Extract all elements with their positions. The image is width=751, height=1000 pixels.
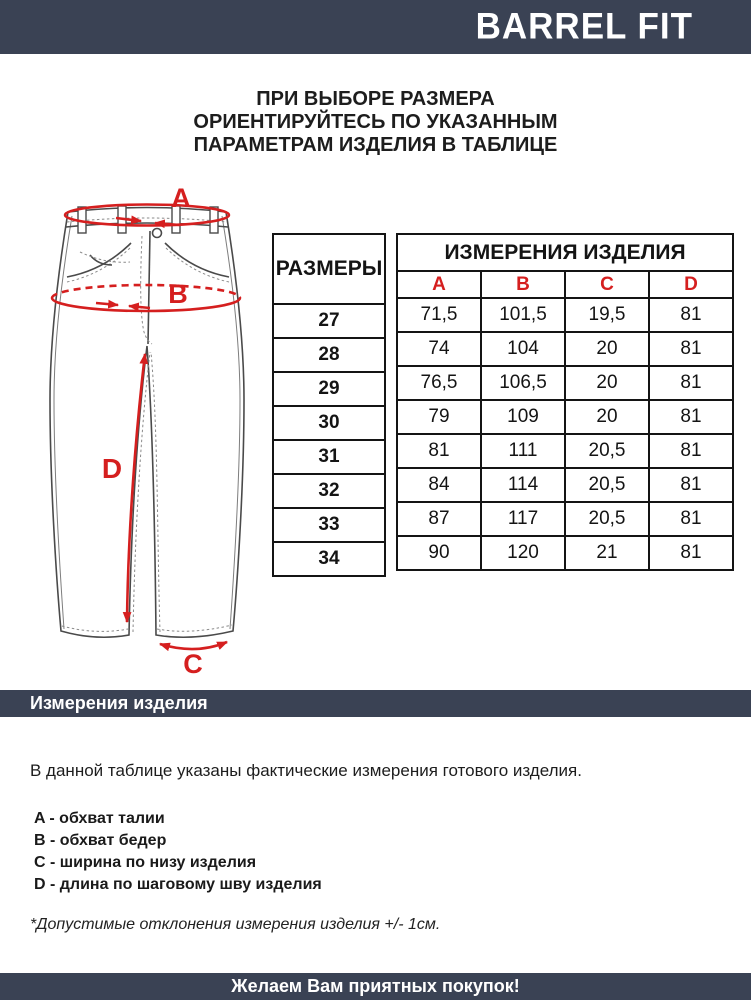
measure-c [160,642,227,674]
size-row [273,440,385,474]
measure-c-line [160,642,227,649]
pants-outline [50,206,244,637]
measure-cell: 20,5 [565,468,649,502]
size-row [273,508,385,542]
intro-line-2: ОРИЕНТИРУЙТЕСЬ ПО УКАЗАННЫМ [193,111,558,133]
measure-cell: 114 [481,468,565,502]
column-b-header: B [481,271,565,298]
size-cell: 30 [273,406,385,440]
measure-c-label: C [183,649,203,674]
measures-row [397,400,733,434]
measure-cell: 84 [397,468,481,502]
size-tables [272,233,734,577]
measures-row [397,366,733,400]
measure-cell: 76,5 [397,366,481,400]
section-header-bar [0,690,751,717]
size-cell: 33 [273,508,385,542]
column-a-header: A [397,271,481,298]
legend-item-d: D - длина по шаговому шву изделия [34,876,322,893]
measures-row [397,536,733,570]
pants-diagram [28,186,260,674]
footer-bar [0,973,751,1000]
measure-cell: 87 [397,502,481,536]
measure-cell: 111 [481,434,565,468]
measure-cell: 117 [481,502,565,536]
measurement-legend [34,808,322,896]
brand-title: BARREL FIT [475,6,693,47]
size-row [273,304,385,338]
measure-cell: 81 [649,400,733,434]
measure-b-label: B [168,279,188,309]
measures-row [397,502,733,536]
tolerance-note: *Допустимые отклонения измерения изделия +/- 1см. [30,916,441,933]
measure-cell: 79 [397,400,481,434]
measures-table [396,233,734,571]
measure-cell: 71,5 [397,298,481,332]
sizes-header-cell: РАЗМЕРЫ [273,234,385,304]
measure-cell: 120 [481,536,565,570]
footer-message: Желаем Вам приятных покупок! [231,976,520,996]
legend-item-a: A - обхват талии [34,810,165,827]
measure-cell: 81 [649,468,733,502]
measure-cell: 104 [481,332,565,366]
measures-row [397,298,733,332]
measure-cell: 106,5 [481,366,565,400]
description-intro: В данной таблице указаны фактические измерения готового изделия. [30,761,582,780]
size-row [273,338,385,372]
sizes-table [272,233,386,577]
intro-line-1: ПРИ ВЫБОРЕ РАЗМЕРА [256,88,495,110]
measure-cell: 81 [649,332,733,366]
measure-cell: 20 [565,332,649,366]
sizes-table-body [273,304,385,576]
measure-cell: 109 [481,400,565,434]
pants-diagram-svg [28,186,260,674]
size-row [273,542,385,576]
measure-cell: 81 [649,366,733,400]
intro-line-3: ПАРАМЕТРАМ ИЗДЕЛИЯ В ТАБЛИЦЕ [193,134,558,156]
button-icon [153,229,162,238]
measures-header-cell: ИЗМЕРЕНИЯ ИЗДЕЛИЯ [397,234,733,271]
column-d-header: D [649,271,733,298]
size-cell: 31 [273,440,385,474]
size-cell: 34 [273,542,385,576]
section-title: Измерения изделия [30,693,208,713]
brand-header-bar [0,0,751,54]
measure-cell: 20 [565,400,649,434]
size-cell: 32 [273,474,385,508]
measure-cell: 19,5 [565,298,649,332]
measures-table-body [397,298,733,570]
measure-cell: 74 [397,332,481,366]
size-cell: 27 [273,304,385,338]
intro-heading [0,88,751,157]
measure-cell: 81 [649,434,733,468]
measure-a-label: A [171,186,191,213]
measure-d-label: D [101,453,123,484]
measure-cell: 81 [649,502,733,536]
measures-row [397,434,733,468]
legend-item-c: C - ширина по низу изделия [34,854,257,871]
measure-cell: 20,5 [565,502,649,536]
legend-item-b: B - обхват бедер [34,832,167,849]
measure-cell: 81 [397,434,481,468]
measure-cell: 21 [565,536,649,570]
measure-cell: 81 [649,298,733,332]
size-row [273,372,385,406]
size-cell: 28 [273,338,385,372]
measure-cell: 20 [565,366,649,400]
measures-row [397,332,733,366]
measures-row [397,468,733,502]
measure-cell: 90 [397,536,481,570]
measure-cell: 20,5 [565,434,649,468]
size-row [273,474,385,508]
column-c-header: C [565,271,649,298]
measure-cell: 81 [649,536,733,570]
size-cell: 29 [273,372,385,406]
size-row [273,406,385,440]
measure-cell: 101,5 [481,298,565,332]
